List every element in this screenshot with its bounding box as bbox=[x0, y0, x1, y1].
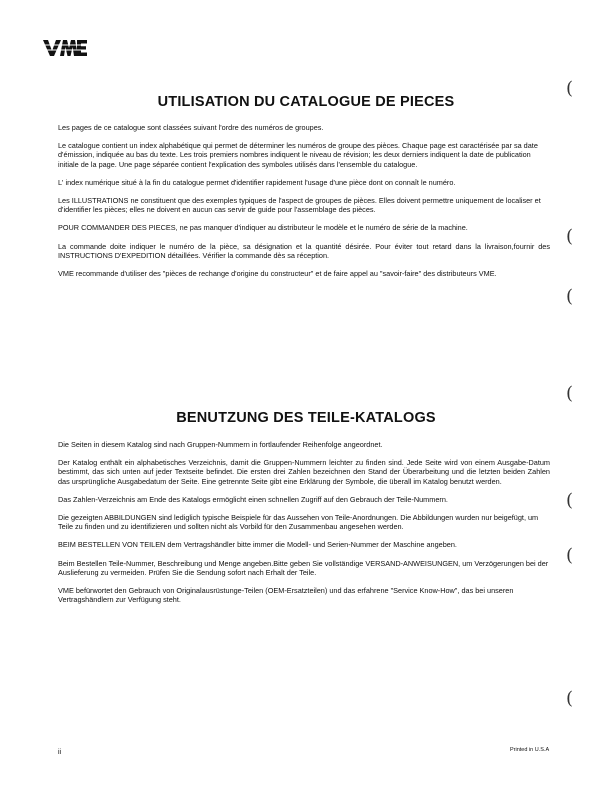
french-paragraph: L' index numérique situé à la fin du catalogue permet d'identifier rapidement l'usage d'une pièce dont on connaît le numéro. bbox=[58, 177, 456, 187]
binder-hole-mark: ( bbox=[566, 286, 574, 307]
french-section-title: UTILISATION DU CATALOGUE DE PIECES bbox=[157, 94, 455, 110]
page-number: ii bbox=[58, 749, 62, 756]
binder-hole-mark: ( bbox=[566, 226, 574, 247]
german-paragraph: Die Seiten in diesem Katalog sind nach Gruppen-Nummern in fortlaufender Reihenfolge angeordnet. bbox=[58, 440, 383, 449]
german-paragraph: BEIM BESTELLEN VON TEILEN dem Vertragshändler bitte immer die Modell- und Serien-Nummer der Maschine angeben. bbox=[58, 540, 457, 550]
german-paragraph: VME befürwortet den Gebrauch von Originalausrüstunge-Teilen (OEM-Ersatzteilen) und das erfahrene "Service Know-How", das bei unseren Vertragshändlern zur Verfügung steht. bbox=[58, 586, 514, 605]
printed-in-label: Printed in U.S.A bbox=[510, 747, 550, 753]
german-paragraph: Das Zahlen-Verzeichnis am Ende des Katalogs ermöglicht einen schnellen Zugriff auf den Gebrauch der Teile-Nummern. bbox=[58, 494, 448, 504]
french-paragraph: Les pages de ce catalogue sont classées suivant l'ordre des numéros de groupes. bbox=[58, 123, 324, 132]
german-section-title: BENUTZUNG DES TEILE-KATALOGS bbox=[176, 410, 436, 426]
binder-hole-mark: ( bbox=[566, 490, 574, 511]
german-section bbox=[58, 440, 550, 613]
binder-hole-mark: ( bbox=[566, 688, 574, 709]
binder-hole-mark: ( bbox=[566, 78, 574, 99]
binder-hole-mark: ( bbox=[566, 545, 574, 566]
vme-logo bbox=[43, 36, 87, 58]
french-paragraph: La commande doite indiquer le numéro de la pièce, sa désignation et la quantité désirée. Pour éviter tout retard dans la livraison,fournir des INSTRUCTIONS D'EXPEDITION détaillées. Vérifier la commande dès sa réception. bbox=[58, 241, 550, 260]
german-paragraph: Der Katalog enthält ein alphabetisches Verzeichnis, damit die Gruppen-Nummern leichter zu finden sind. Jede Seite wird von einem Ausgabe-Datum bestimmt, das sich unten auf jeder Textseite befindet. Die ersten drei Zahlen bezeichnen den Stand der Überarbeitung und die letzten beiden Zahlen das ursprüngliche Ausgabedatum der Seite. Eine getrennte Seite gibt eine Erklärung der Symbole, die überall im Katalog benutzt werden. bbox=[58, 458, 550, 486]
binder-hole-mark: ( bbox=[566, 383, 574, 404]
french-paragraph: Le catalogue contient un index alphabétique qui permet de déterminer les numéros de groupe des pièces. Chaque page est caractérisée par sa date d'émission, indiquée au bas du texte. Les trois premiers nombres indiquent le niveau de révision; les deux derniers indiquent la date de publication initiale de la page. Une page séparée contient l'explication des symboles utilisés dans l'ensemble du catalogue. bbox=[58, 141, 538, 169]
french-paragraph: POUR COMMANDER DES PIECES, ne pas manquer d'indiquer au distributeur le modèle et le numéro de série de la machine. bbox=[58, 223, 468, 233]
french-paragraph: VME recommande d'utiliser des "pièces de rechange d'origine du constructeur" et de faire appel au "savoir-faire" des distributeurs VME. bbox=[58, 269, 497, 279]
german-paragraph: Beim Bestellen Teile-Nummer, Beschreibung und Menge angeben.Bitte geben Sie vollständige VERSAND-ANWEISUNGEN, um Verzögerungen bei der Auslieferung zu vermeiden. Prüfen Sie die Sendung sofort nach Erhalt der Teile. bbox=[58, 558, 549, 577]
french-section bbox=[58, 123, 550, 287]
french-paragraph: Les ILLUSTRATIONS ne constituent que des exemples typiques de l'aspect de groupes de pièces. Elles doivent permettre uniquement de localiser et d'identifier les pièces; elles ne doivent en aucun cas servir de guide pour l'assemblage des pièces. bbox=[58, 196, 541, 215]
german-paragraph: Die gezeigten ABBILDUNGEN sind lediglich typische Beispiele für das Aussehen von Teile-Anordnungen. Die Abbildungen wurden nur beigefügt, um Teile zu finden und zu identifizieren und sollten nicht als Vorbild für den Zusammenbau angesehen werden. bbox=[58, 513, 539, 532]
